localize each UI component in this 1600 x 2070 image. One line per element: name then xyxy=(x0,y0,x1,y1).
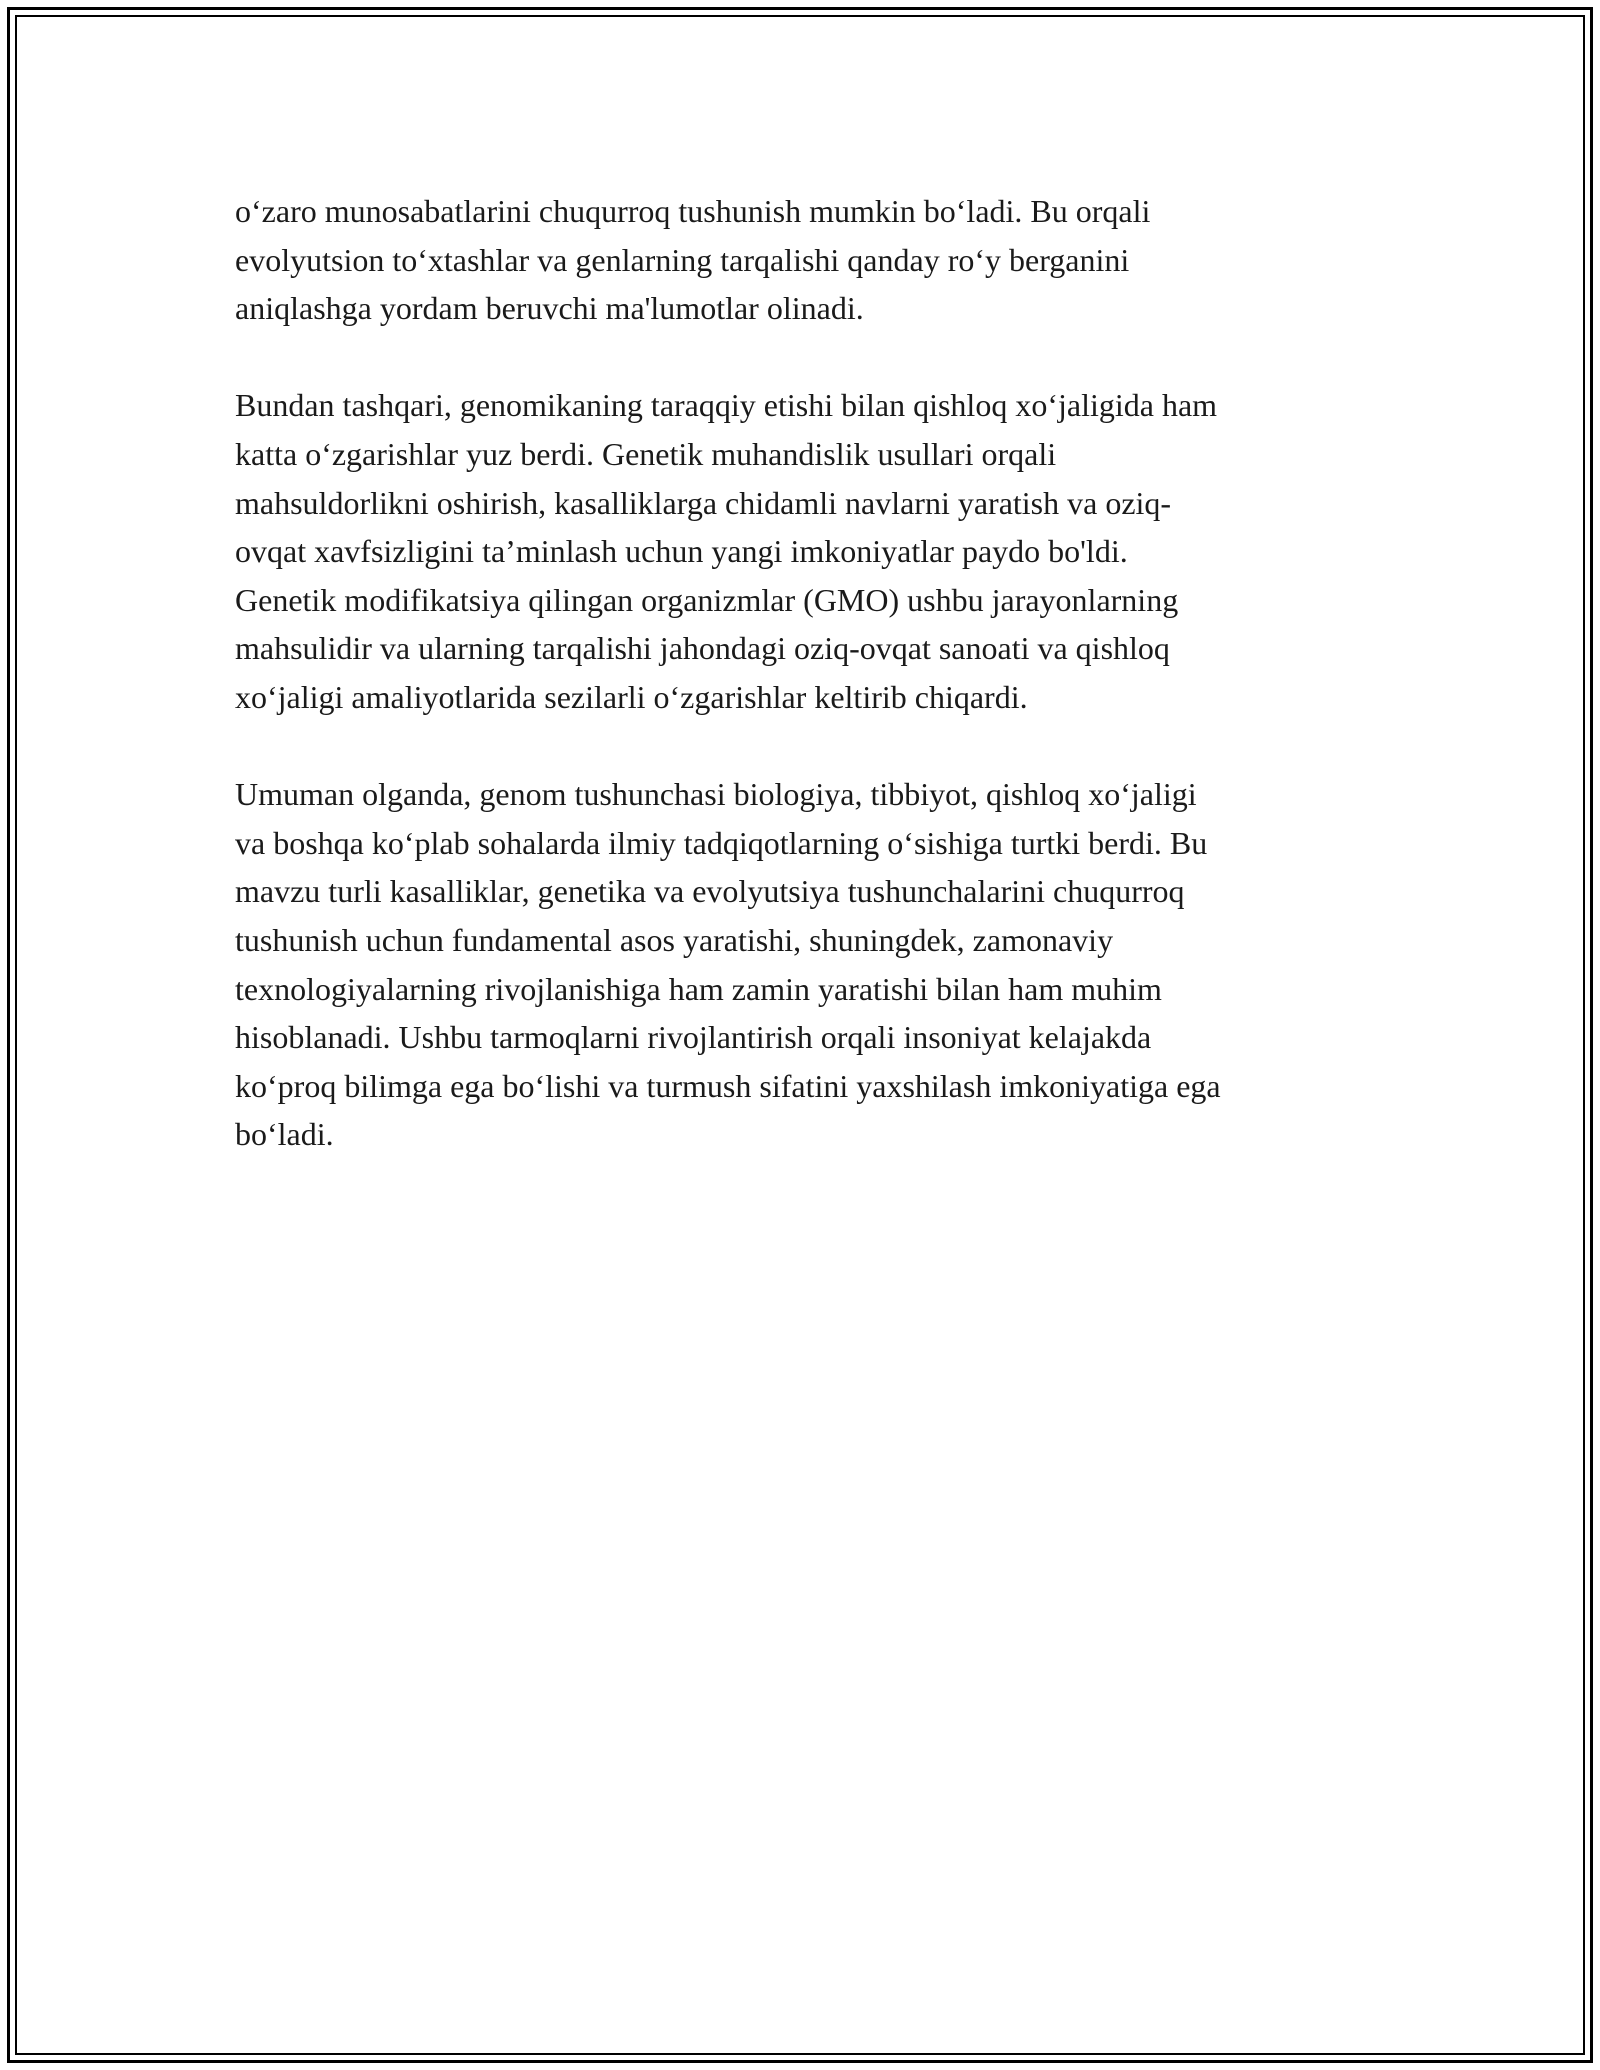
paragraph-1 xyxy=(235,187,1375,333)
text-line: texnologiyalarning rivojlanishiga ham zamin yaratishi bilan ham muhim xyxy=(235,970,1162,1007)
text-line: aniqlashga yordam beruvchi ma'lumotlar olinadi. xyxy=(235,290,864,327)
text-line: ko‘proq bilimga ega bo‘lishi va turmush sifatini yaxshilash imkoniyatiga ega xyxy=(235,1067,1221,1104)
text-line: Bundan tashqari, genomikaning taraqqiy etishi bilan qishloq xo‘jaligida ham xyxy=(235,387,1218,424)
text-line: xo‘jaligi amaliyotlarida sezilarli o‘zgarishlar keltirib chiqardi. xyxy=(235,678,1028,715)
paragraph-3 xyxy=(235,770,1375,1159)
text-line: mahsulidir va ularning tarqalishi jahondagi oziq-ovqat sanoati va qishloq xyxy=(235,630,1170,667)
text-line: bo‘ladi. xyxy=(235,1116,334,1153)
text-line: va boshqa ko‘plab sohalarda ilmiy tadqiqotlarning o‘sishiga turtki berdi. Bu xyxy=(235,824,1208,861)
document-body xyxy=(235,187,1375,1207)
text-line: mahsuldorlikni oshirish, kasalliklarga chidamli navlarni yaratish va oziq- xyxy=(235,484,1172,521)
text-line: Umuman olganda, genom tushunchasi biologiya, tibbiyot, qishloq xo‘jaligi xyxy=(235,776,1197,813)
text-line: tushunish uchun fundamental asos yaratishi, shuningdek, zamonaviy xyxy=(235,921,1114,958)
text-line: o‘zaro munosabatlarini chuqurroq tushunish mumkin bo‘ladi. Bu orqali xyxy=(235,193,1151,229)
text-line: mavzu turli kasalliklar, genetika va evolyutsiya tushunchalarini chuqurroq xyxy=(235,873,1185,910)
text-line: hisoblanadi. Ushbu tarmoqlarni rivojlantirish orqali insoniyat kelajakda xyxy=(235,1019,1152,1056)
text-line: katta o‘zgarishlar yuz berdi. Genetik muhandislik usullari orqali xyxy=(235,435,1057,472)
text-line: evolyutsion to‘xtashlar va genlarning tarqalishi qanday ro‘y berganini xyxy=(235,241,1130,278)
paragraph-2 xyxy=(235,381,1375,721)
text-line: Genetik modifikatsiya qilingan organizmlar (GMO) ushbu jarayonlarning xyxy=(235,581,1179,618)
text-line: ovqat xavfsizligini ta’minlash uchun yangi imkoniyatlar paydo bo'ldi. xyxy=(235,533,1128,570)
